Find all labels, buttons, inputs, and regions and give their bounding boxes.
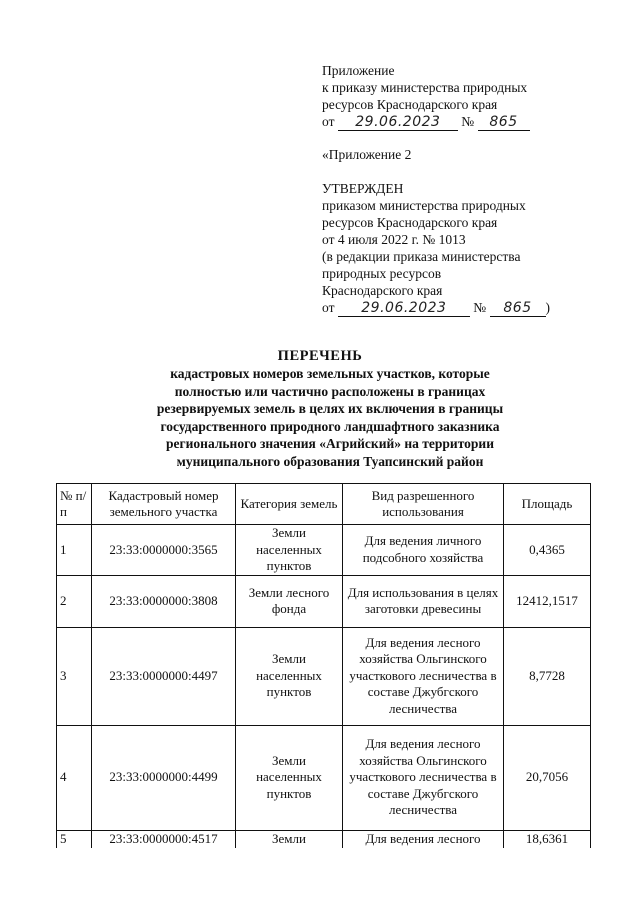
cell-area: 12412,1517 (504, 575, 591, 627)
approved-closing: ) (545, 300, 550, 315)
header-number: № п/п (57, 484, 92, 525)
cell-usage: Для ведения лесного (343, 830, 504, 848)
cadastral-table (56, 483, 591, 848)
subtitle-line-4: государственного природного ландшафтного заказника (160, 418, 500, 434)
table-header-row (57, 484, 591, 525)
cell-number: 3 (57, 627, 92, 725)
cell-area: 20,7056 (504, 725, 591, 830)
appendix-header (322, 62, 530, 131)
table-row (57, 627, 591, 725)
approved-line-6: Краснодарского края (322, 283, 443, 298)
cell-number: 1 (57, 525, 92, 576)
appendix-date: 29.06.2023 (338, 115, 458, 131)
appendix-number-label: № (461, 114, 475, 129)
approved-date-line (322, 299, 550, 317)
cell-category: Земли лесного фонда (236, 575, 343, 627)
approved-heading: УТВЕРЖДЕН (322, 181, 404, 196)
cell-usage: Для ведения личного подсобного хозяйства (343, 525, 504, 576)
subtitle-line-3: резервируемых земель в целях их включения в границы (156, 401, 504, 416)
approved-line-5: природных ресурсов (322, 266, 442, 281)
approved-number-label: № (473, 300, 487, 315)
header-area: Площадь (504, 484, 591, 525)
table-row (57, 830, 591, 848)
table-row (57, 525, 591, 576)
cell-category: Земли населенных пунктов (236, 725, 343, 830)
header-usage: Вид разрешенного использования (343, 484, 504, 525)
appendix-number: 865 (478, 115, 530, 131)
header-cadastral: Кадастровый номер земельного участка (92, 484, 236, 525)
appendix-date-line (322, 113, 530, 131)
cell-number: 5 (57, 830, 92, 848)
cell-usage: Для ведения лесного хозяйства Ольгинского участкового лесничества в составе Джубгского лесничества (343, 725, 504, 830)
approved-line-4: (в редакции приказа министерства (322, 249, 521, 264)
subtitle-line-5: регионального значения «Агрийский» на территории (166, 436, 494, 451)
cell-area: 18,6361 (504, 830, 591, 848)
header-category: Категория земель (236, 484, 343, 525)
approved-date: 29.06.2023 (338, 301, 470, 317)
approved-line-2: ресурсов Краснодарского края (322, 215, 498, 230)
approved-block (322, 146, 550, 317)
approved-line-1: приказом министерства природных (322, 198, 526, 213)
cell-cadastral: 23:33:0000000:4517 (92, 830, 236, 848)
appendix-date-prefix: от (322, 114, 335, 129)
table-row (57, 725, 591, 830)
cell-area: 0,4365 (504, 525, 591, 576)
approved-number: 865 (490, 301, 546, 317)
approved-date-prefix: от (322, 300, 335, 315)
appendix-line-1: к приказу министерства природных (322, 80, 528, 95)
cell-number: 2 (57, 575, 92, 627)
document-title: ПЕРЕЧЕНЬ (277, 348, 363, 364)
approved-line-3: от 4 июля 2022 г. № 1013 (322, 232, 466, 247)
cell-category: Земли (236, 830, 343, 848)
cell-cadastral: 23:33:0000000:3565 (92, 525, 236, 576)
cell-area: 8,7728 (504, 627, 591, 725)
cell-number: 4 (57, 725, 92, 830)
cell-usage: Для ведения лесного хозяйства Ольгинского участкового лесничества в составе Джубгского лесничества (343, 627, 504, 725)
table-row (57, 575, 591, 627)
cell-usage: Для использования в целях заготовки древесины (343, 575, 504, 627)
appendix-title: Приложение (322, 63, 395, 78)
document-subtitle (150, 365, 510, 470)
cell-category: Земли населенных пунктов (236, 627, 343, 725)
subtitle-line-6: муниципального образования Туапсинский район (176, 453, 484, 469)
cell-cadastral: 23:33:0000000:3808 (92, 575, 236, 627)
subtitle-line-1: кадастровых номеров земельных участков, которые (170, 366, 490, 381)
appendix-line-2: ресурсов Краснодарского края (322, 97, 498, 112)
cell-category: Земли населенных пунктов (236, 525, 343, 576)
cell-cadastral: 23:33:0000000:4497 (92, 627, 236, 725)
cell-cadastral: 23:33:0000000:4499 (92, 725, 236, 830)
subtitle-line-2: полностью или частично расположены в границах (174, 383, 486, 399)
approved-appendix-label: «Приложение 2 (322, 147, 412, 162)
